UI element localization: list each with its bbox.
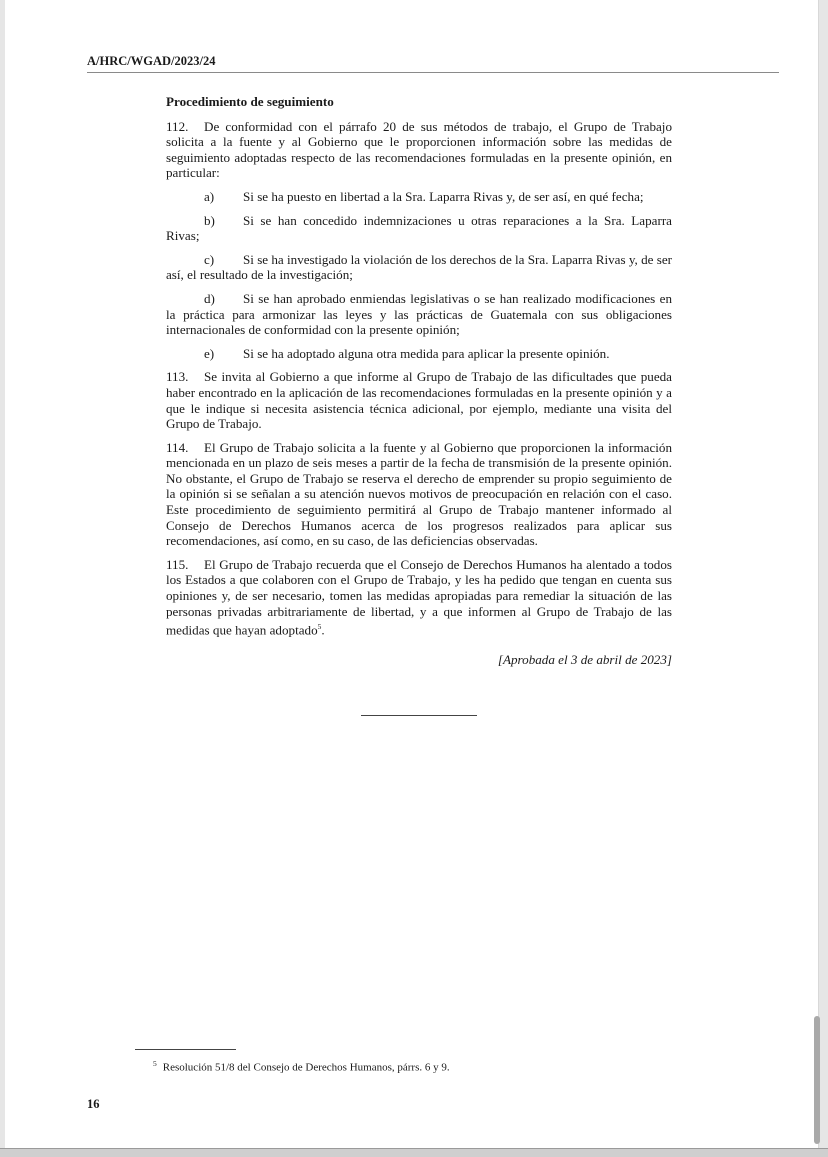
item-text: Si se han concedido indemnizaciones u otras reparaciones a la Sra. Laparra Rivas; <box>166 212 672 244</box>
footnote-text: Resolución 51/8 del Consejo de Derechos Humanos, párrs. 6 y 9. <box>162 1061 450 1074</box>
header-rule <box>87 72 779 73</box>
paragraph-number: 115. <box>166 556 189 572</box>
list-item-a <box>166 189 672 205</box>
paragraph-114 <box>166 440 672 549</box>
item-label: d) <box>204 290 215 306</box>
footnote-number: 5 <box>153 1059 157 1068</box>
footnote-rule <box>135 1049 236 1050</box>
item-label: b) <box>204 212 215 228</box>
end-rule <box>361 715 477 716</box>
paragraph-number: 113. <box>166 369 189 385</box>
paragraph-text: El Grupo de Trabajo recuerda que el Consejo de Derechos Humanos ha alentado a todos los Estados a que colaboren con el Grupo de Trabajo, y les ha pedido que tengan en cuenta sus opiniones y, de ser necesario, tomen las medidas apropiadas para remediar la situación de las personas privadas arbitrariamente de libertad, y a que informen al Grupo de Trabajo de las medidas que hayan adoptado <box>166 556 672 638</box>
scrollbar[interactable] <box>812 0 822 1148</box>
paragraph-112 <box>166 119 672 181</box>
footnote-reference[interactable]: 5 <box>317 622 322 632</box>
footnote <box>153 1059 450 1074</box>
list-item-e <box>166 346 672 362</box>
item-text: Si se ha puesto en libertad a la Sra. Laparra Rivas y, de ser así, en qué fecha; <box>243 188 644 204</box>
page-number: 16 <box>87 1097 100 1111</box>
scrollbar-thumb[interactable] <box>814 1016 820 1144</box>
item-label: a) <box>204 188 215 204</box>
paragraph-number: 114. <box>166 439 189 455</box>
paragraph-115 <box>166 557 672 638</box>
paragraph-text: El Grupo de Trabajo solicita a la fuente y al Gobierno que proporcionen la información mencionada en un plazo de seis meses a partir de la fecha de transmisión de la presente opinión. No obstante, el Grupo de Trabajo se reserva el derecho de emprender su propio seguimiento de la opinión si se señalan a su atención nuevos motivos de preocupación en relación con el caso. Este procedimiento de seguimiento permitirá al Grupo de Trabajo mantener informado al Consejo de Derechos Humanos acerca de los progresos realizados para aplicar sus recomendaciones, así como, en su caso, de las deficiencias observadas. <box>166 439 672 549</box>
list-item-d <box>166 291 672 338</box>
paragraph-trailing: . <box>321 622 325 638</box>
paragraph-text: De conformidad con el párrafo 20 de sus métodos de trabajo, el Grupo de Trabajo solicita a la fuente y al Gobierno que le proporcionen información sobre las medidas de seguimiento adoptadas respecto de las recomendaciones formuladas en la presente opinión, en particular: <box>166 118 672 181</box>
paragraph-number: 112. <box>166 118 189 134</box>
item-text: Si se han aprobado enmiendas legislativas o se han realizado modificaciones en la práctica para armonizar las leyes y las prácticas de Guatemala con sus obligaciones internacionales de conformidad con la presente opinión; <box>166 290 672 338</box>
list-item-c <box>166 252 672 283</box>
section-heading: Procedimiento de seguimiento <box>166 94 334 109</box>
item-text: Si se ha adoptado alguna otra medida para aplicar la presente opinión. <box>243 345 610 361</box>
list-item-b <box>166 213 672 244</box>
paragraph-text: Se invita al Gobierno a que informe al Grupo de Trabajo de las dificultades que pueda haber encontrado en la aplicación de las recomendaciones formuladas en la presente opinión y a que le indique si necesita asistencia técnica adicional, por ejemplo, mediante una visita del Grupo de Trabajo. <box>166 369 672 432</box>
item-text: Si se ha investigado la violación de los derechos de la Sra. Laparra Rivas y, de ser así, el resultado de la investigación; <box>166 251 672 283</box>
document-body <box>166 94 672 668</box>
approval-note: [Aprobada el 3 de abril de 2023] <box>497 652 672 668</box>
paragraph-113 <box>166 369 672 431</box>
document-page <box>5 0 819 1148</box>
item-label: c) <box>204 251 215 267</box>
document-symbol: A/HRC/WGAD/2023/24 <box>87 54 216 68</box>
item-label: e) <box>204 345 215 361</box>
